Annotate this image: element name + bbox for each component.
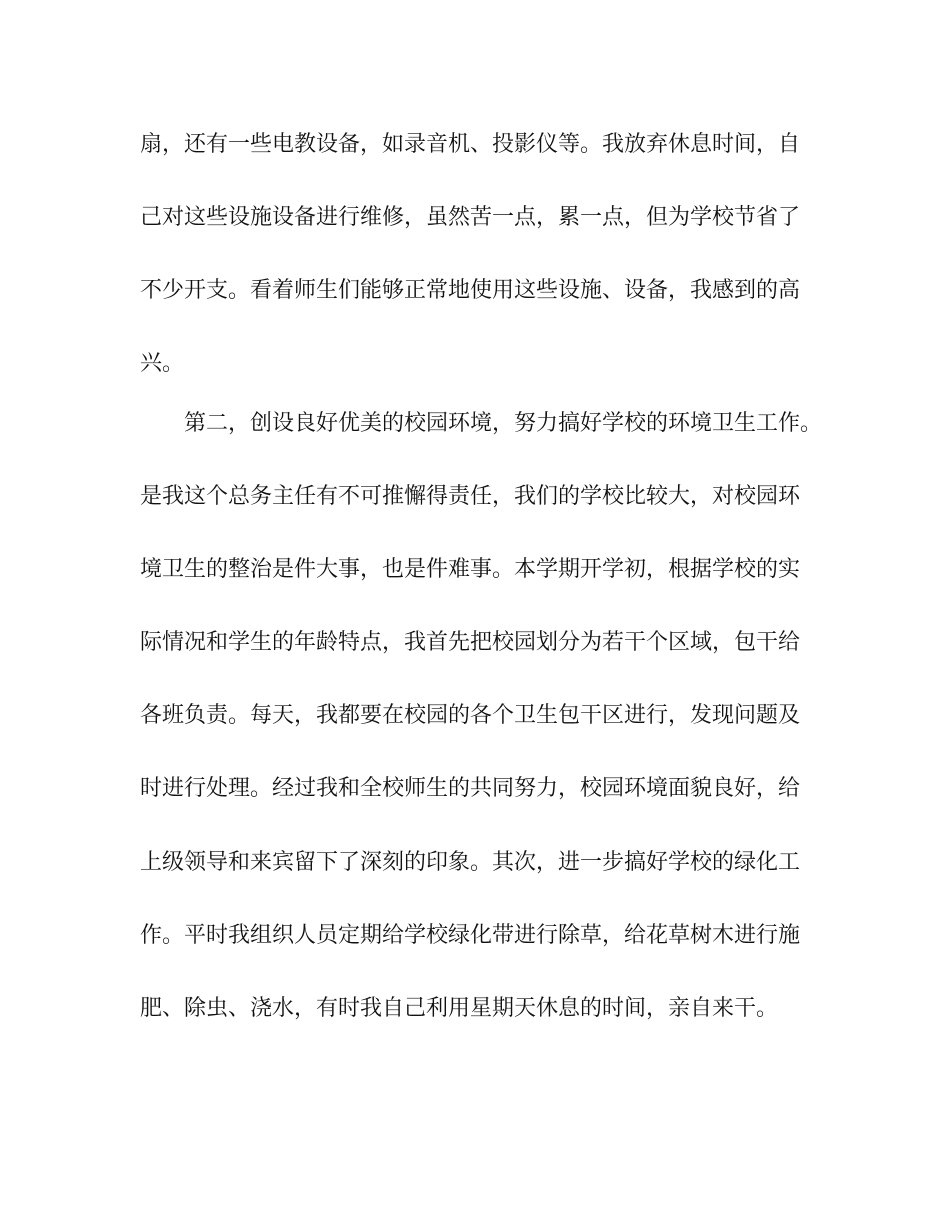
- paragraph-2-line-3: 境卫生的整治是件大事，也是件难事。本学期开学初，根据学校的实: [140, 557, 801, 582]
- paragraph-1-line-3: 不少开支。看着师生们能够正常地使用这些设施、设备，我感到的高: [140, 278, 801, 303]
- paragraph-1-line-2: 己对这些设施设备进行维修，虽然苦一点，累一点，但为学校节省了: [140, 205, 801, 230]
- paragraph-2-line-2: 是我这个总务主任有不可推懈得责任，我们的学校比较大，对校园环: [140, 484, 801, 509]
- paragraph-2-line-9: 肥、除虫、浇水，有时我自己利用星期天休息的时间，亲自来干。: [140, 996, 779, 1021]
- paragraph-2-line-7: 上级领导和来宾留下了深刻的印象。其次，进一步搞好学校的绿化工: [140, 850, 801, 875]
- paragraph-1-line-4: 兴。: [140, 351, 185, 376]
- paragraph-2-line-1: 第二，创设良好优美的校园环境，努力搞好学校的环境卫生工作。: [184, 411, 823, 436]
- paragraph-2-line-5: 各班负责。每天，我都要在校园的各个卫生包干区进行，发现问题及: [140, 703, 801, 728]
- paragraph-1-line-1: 扇，还有一些电教设备，如录音机、投影仪等。我放弃休息时间，自: [140, 132, 801, 157]
- paragraph-2-line-6: 时进行处理。经过我和全校师生的共同努力，校园环境面貌良好，给: [140, 776, 801, 801]
- paragraph-2-line-4: 际情况和学生的年龄特点，我首先把校园划分为若干个区域，包干给: [140, 630, 801, 655]
- paragraph-2-line-8: 作。平时我组织人员定期给学校绿化带进行除草，给花草树木进行施: [140, 923, 801, 948]
